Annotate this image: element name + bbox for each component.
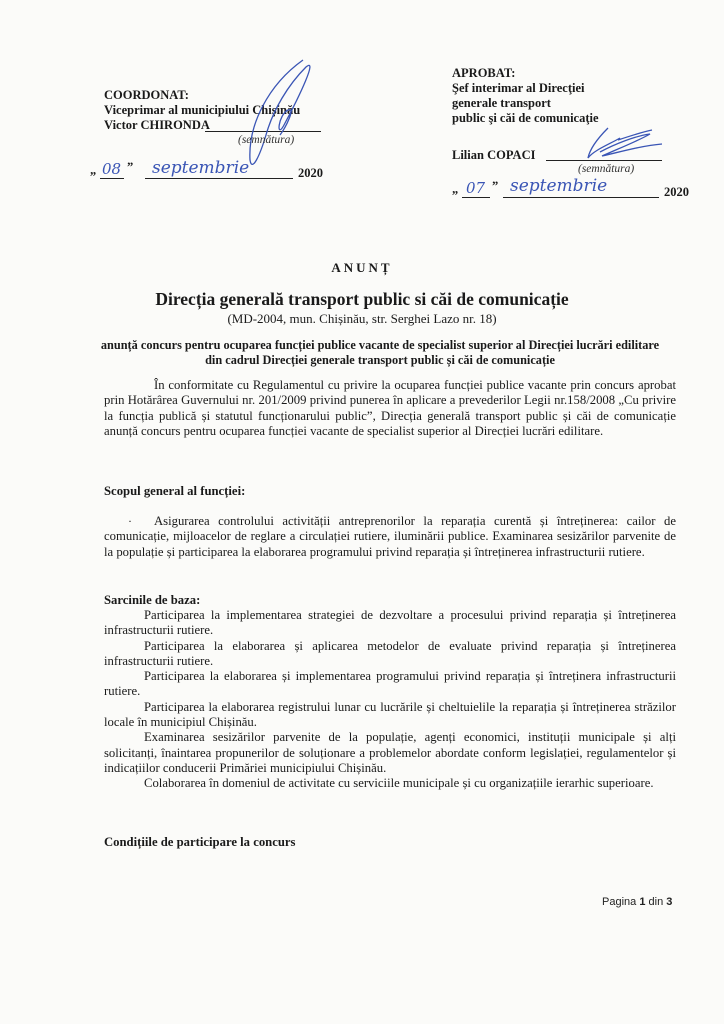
announcement-subtitle: anunță concurs pentru ocuparea funcției publice vacante de specialist superior al Direcției lucrări edilitare din cadrul Direcției generale transport public și căi de comunicație bbox=[100, 338, 660, 367]
coordonat-name: Victor CHIRONDA bbox=[104, 118, 210, 132]
tasks-heading: Sarcinile de baza: bbox=[104, 593, 201, 607]
aprobat-quote-open: „ bbox=[452, 182, 459, 196]
total-pages: 3 bbox=[666, 896, 673, 908]
organization-title: Direcția generală transport public si căi de comunicație bbox=[155, 289, 569, 309]
tasks-list bbox=[104, 608, 676, 792]
coordonat-date-day: 08 bbox=[102, 160, 122, 178]
coordonat-quote-open: „ bbox=[90, 163, 97, 177]
task-item: Participarea la implementarea strategiei de dezvoltare a procesului privind reparația și întreținerea infrastructurii rutiere. bbox=[104, 608, 676, 638]
task-item: Participarea la elaborarea și aplicarea metodelor de evaluate privind reparația și întreținerea infrastructurii rutiere. bbox=[104, 638, 676, 668]
conditions-heading: Condițiile de participare la concurs bbox=[104, 835, 296, 849]
organization-address: (MD-2004, mun. Chișinău, str. Serghei Lazo nr. 18) bbox=[227, 311, 497, 326]
task-item: Participarea la elaborarea registrului lunar cu lucrările și cheltuielile la reparația și întreținerea străzilor locale în municipiul Chișinău. bbox=[104, 699, 676, 730]
of-word: din bbox=[648, 896, 664, 908]
scope-bullet: · bbox=[128, 514, 132, 528]
coordonat-date-month: septembrie bbox=[152, 158, 250, 178]
aprobat-date-month: septembrie bbox=[510, 176, 608, 196]
intro-paragraph: În conformitate cu Regulamentul cu privire la ocuparea funcției publice vacante prin concurs aprobat prin Hotărârea Guvernului nr. 201/2009 privind punerea în aplicare a prevederilor Legii nr.158/2008 „Cu privire la funcția publică și statutul funcționarului public”, Direcția generală transport public și căi de comunicație anunță concurs pentru ocuparea funcției vacante de specialist superior al Direcției lucrări edilitare. bbox=[104, 378, 676, 438]
aprobat-position-line3: public şi căi de comunicaţie bbox=[452, 111, 599, 125]
coordonat-heading: COORDONAT: bbox=[104, 88, 189, 102]
aprobat-name: Lilian COPACI bbox=[452, 148, 536, 162]
scope-heading: Scopul general al funcției: bbox=[104, 484, 246, 498]
task-item: Examinarea sesizărilor parvenite de la populație, agenți economici, instituții municipale și alți solicitanți, înaintarea propunerilor de soluționare a problemelor abordate conform legislației, regulamentelor și indicațiilor conducerii Primăriei municipiului Chișinău. bbox=[104, 730, 676, 775]
anunt-title: ANUNȚ bbox=[331, 260, 393, 275]
page-number bbox=[602, 896, 672, 908]
aprobat-block bbox=[452, 66, 599, 126]
aprobat-position-line2: generale transport bbox=[452, 96, 551, 110]
coordonat-date-year: 2020 bbox=[298, 166, 323, 180]
coordonat-quote-close: ” bbox=[127, 160, 134, 174]
coordonat-position: Viceprimar al municipiului Chișinău bbox=[104, 103, 301, 117]
coordonat-signature-label: (semnătura) bbox=[238, 134, 295, 146]
aprobat-quote-close: ” bbox=[492, 179, 499, 193]
task-item: Colaborarea în domeniul de activitate cu serviciile municipale și cu organizațiile ierarhic superioare. bbox=[144, 776, 654, 791]
coordonat-signature bbox=[188, 55, 338, 175]
aprobat-signature bbox=[580, 124, 670, 164]
current-page: 1 bbox=[639, 896, 646, 908]
aprobat-date-year: 2020 bbox=[664, 185, 689, 199]
aprobat-day-line bbox=[462, 197, 490, 198]
aprobat-signature-label: (semnătura) bbox=[578, 163, 635, 175]
scope-paragraph: Asigurarea controlului activității antreprenorilor la reparația curentă și întreținerea: cailor de comunicație, mijloacelor de reglare a circulației rutiere, iluminării publice. Examinarea sesizărilor parvenite de la populație și participarea la elaborarea programului privind reparația și întreținerea infrastructurii rutiere. bbox=[104, 514, 676, 559]
coordonat-day-line bbox=[100, 178, 124, 179]
aprobat-heading: APROBAT: bbox=[452, 66, 516, 80]
page-word: Pagina bbox=[602, 896, 637, 908]
coordonat-month-line bbox=[145, 178, 293, 179]
task-item: Participarea la elaborarea și implementarea programului privind reparația și întreținera infrastructurii rutiere. bbox=[104, 669, 676, 699]
aprobat-date-day: 07 bbox=[466, 179, 486, 197]
aprobat-position-line1: Şef interimar al Direcţiei bbox=[452, 81, 585, 95]
aprobat-month-line bbox=[503, 197, 659, 198]
